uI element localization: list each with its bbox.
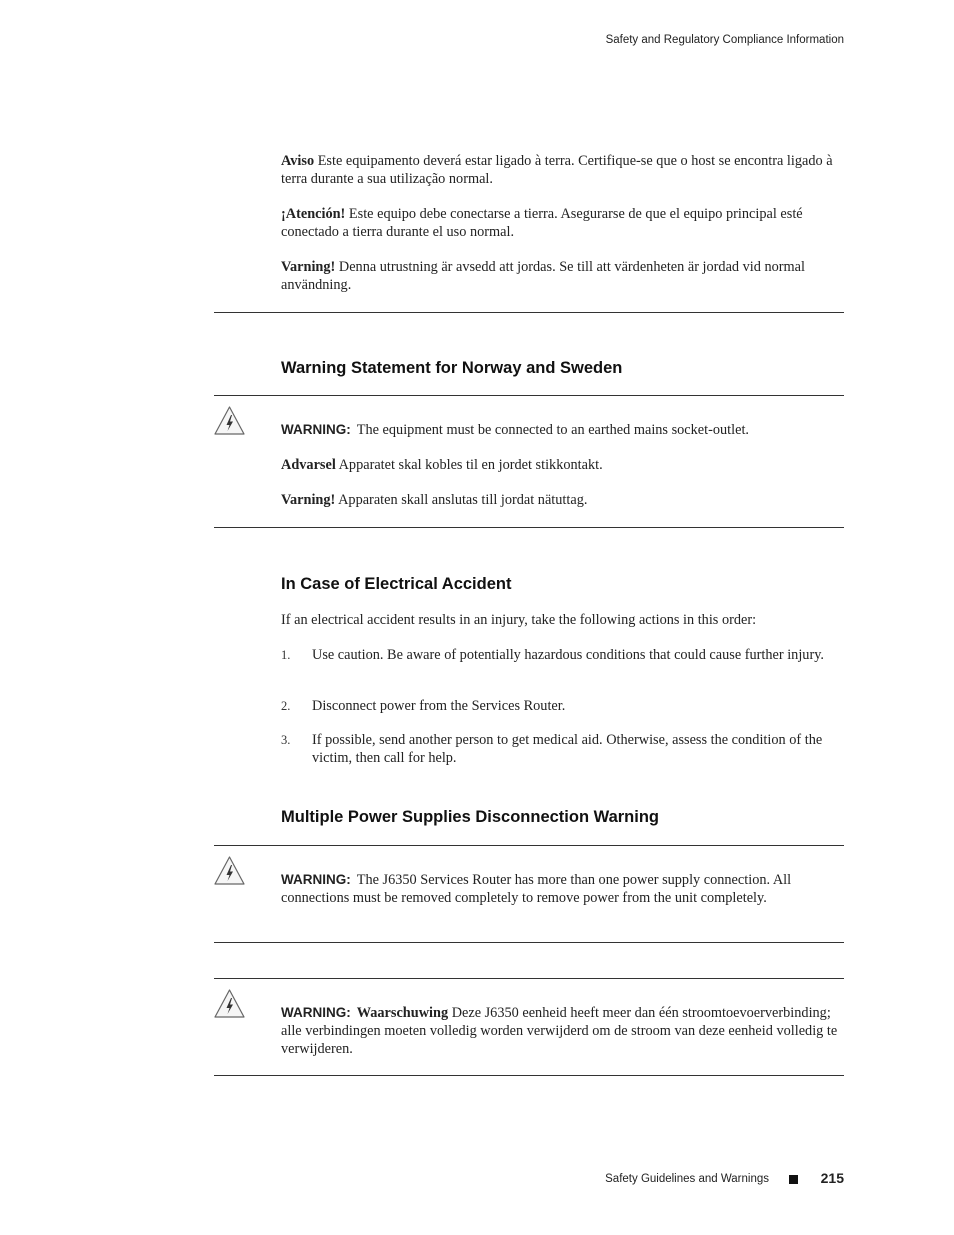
step-number: 3. (281, 733, 291, 747)
aviso-label: Aviso (281, 153, 315, 169)
footer-square-icon (789, 1175, 798, 1184)
norway-warning-paragraph (281, 421, 847, 439)
multiple-power-warning-paragraph (281, 871, 847, 907)
advarsel-paragraph (281, 456, 847, 474)
waarschuwing-label: Waarschuwing (356, 1005, 449, 1021)
atencion-label: ¡Atención! (281, 206, 346, 222)
warning-text: The J6350 Services Router has more than one power supply connection. All connections must be removed completely to remove power from the unit completely. (281, 872, 792, 906)
step-text: Disconnect power from the Services Router. (312, 698, 566, 714)
electrical-warning-icon (213, 855, 246, 886)
footer-section-title: Safety Guidelines and Warnings (605, 1173, 769, 1185)
varning-paragraph (281, 258, 847, 294)
multiple-power-heading: Multiple Power Supplies Disconnection Warning (281, 808, 660, 826)
step-text: If possible, send another person to get medical aid. Otherwise, assess the condition of the victim, then call for help. (312, 732, 823, 766)
warning-box-bottom-rule (214, 942, 844, 943)
electrical-warning-icon (213, 988, 246, 1019)
varning-text: Denna utrustning är avsedd att jordas. Se till att värdenheten är jordad vid normal användning. (281, 259, 805, 293)
section-divider (214, 312, 844, 313)
step-number: 1. (281, 648, 291, 662)
warning-box-top-rule (214, 845, 844, 846)
swedish-varning-paragraph (281, 491, 847, 509)
step-text: Use caution. Be aware of potentially hazardous conditions that could cause further injury. (312, 647, 825, 663)
warning-box-top-rule (214, 978, 844, 979)
aviso-text: Este equipamento deverá estar ligado à terra. Certifique-se que o host se encontra ligado à terra durante a sua utilização normal. (281, 153, 833, 187)
warning-label: WARNING: (281, 872, 351, 887)
swedish-varning-label: Varning! (281, 492, 336, 508)
electrical-warning-icon (213, 405, 246, 436)
warning-box-bottom-rule (214, 1075, 844, 1076)
step-number: 2. (281, 699, 291, 713)
warning-text: The equipment must be connected to an earthed mains socket-outlet. (356, 422, 749, 438)
aviso-paragraph (281, 152, 847, 188)
swedish-varning-text: Apparaten skall anslutas till jordat nätuttag. (338, 492, 588, 508)
warning-label: WARNING: (281, 1005, 351, 1020)
waarschuwing-text: Deze J6350 eenheid heeft meer dan één stroomtoevoerverbinding; alle verbindingen moeten volledig worden verwijderd om de stroom van deze eenheid volledig te verwijderen. (281, 1005, 838, 1057)
dutch-warning-paragraph (281, 1004, 847, 1058)
atencion-text: Este equipo debe conectarse a tierra. Asegurarse de que el equipo principal esté conectado a tierra durante el uso normal. (281, 206, 803, 240)
atencion-paragraph (281, 205, 847, 241)
electrical-accident-heading: In Case of Electrical Accident (281, 575, 512, 593)
advarsel-text: Apparatet skal kobles til en jordet stikkontakt. (338, 457, 603, 473)
warning-label: WARNING: (281, 422, 351, 437)
running-header: Safety and Regulatory Compliance Information (605, 34, 844, 46)
warning-box-top-rule (214, 395, 844, 396)
electrical-accident-intro: If an electrical accident results in an injury, take the following actions in this order: (281, 612, 757, 628)
page-number: 215 (820, 1170, 844, 1186)
warning-box-bottom-rule (214, 527, 844, 528)
norway-sweden-heading: Warning Statement for Norway and Sweden (281, 359, 623, 377)
varning-label: Varning! (281, 259, 336, 275)
advarsel-label: Advarsel (281, 457, 336, 473)
